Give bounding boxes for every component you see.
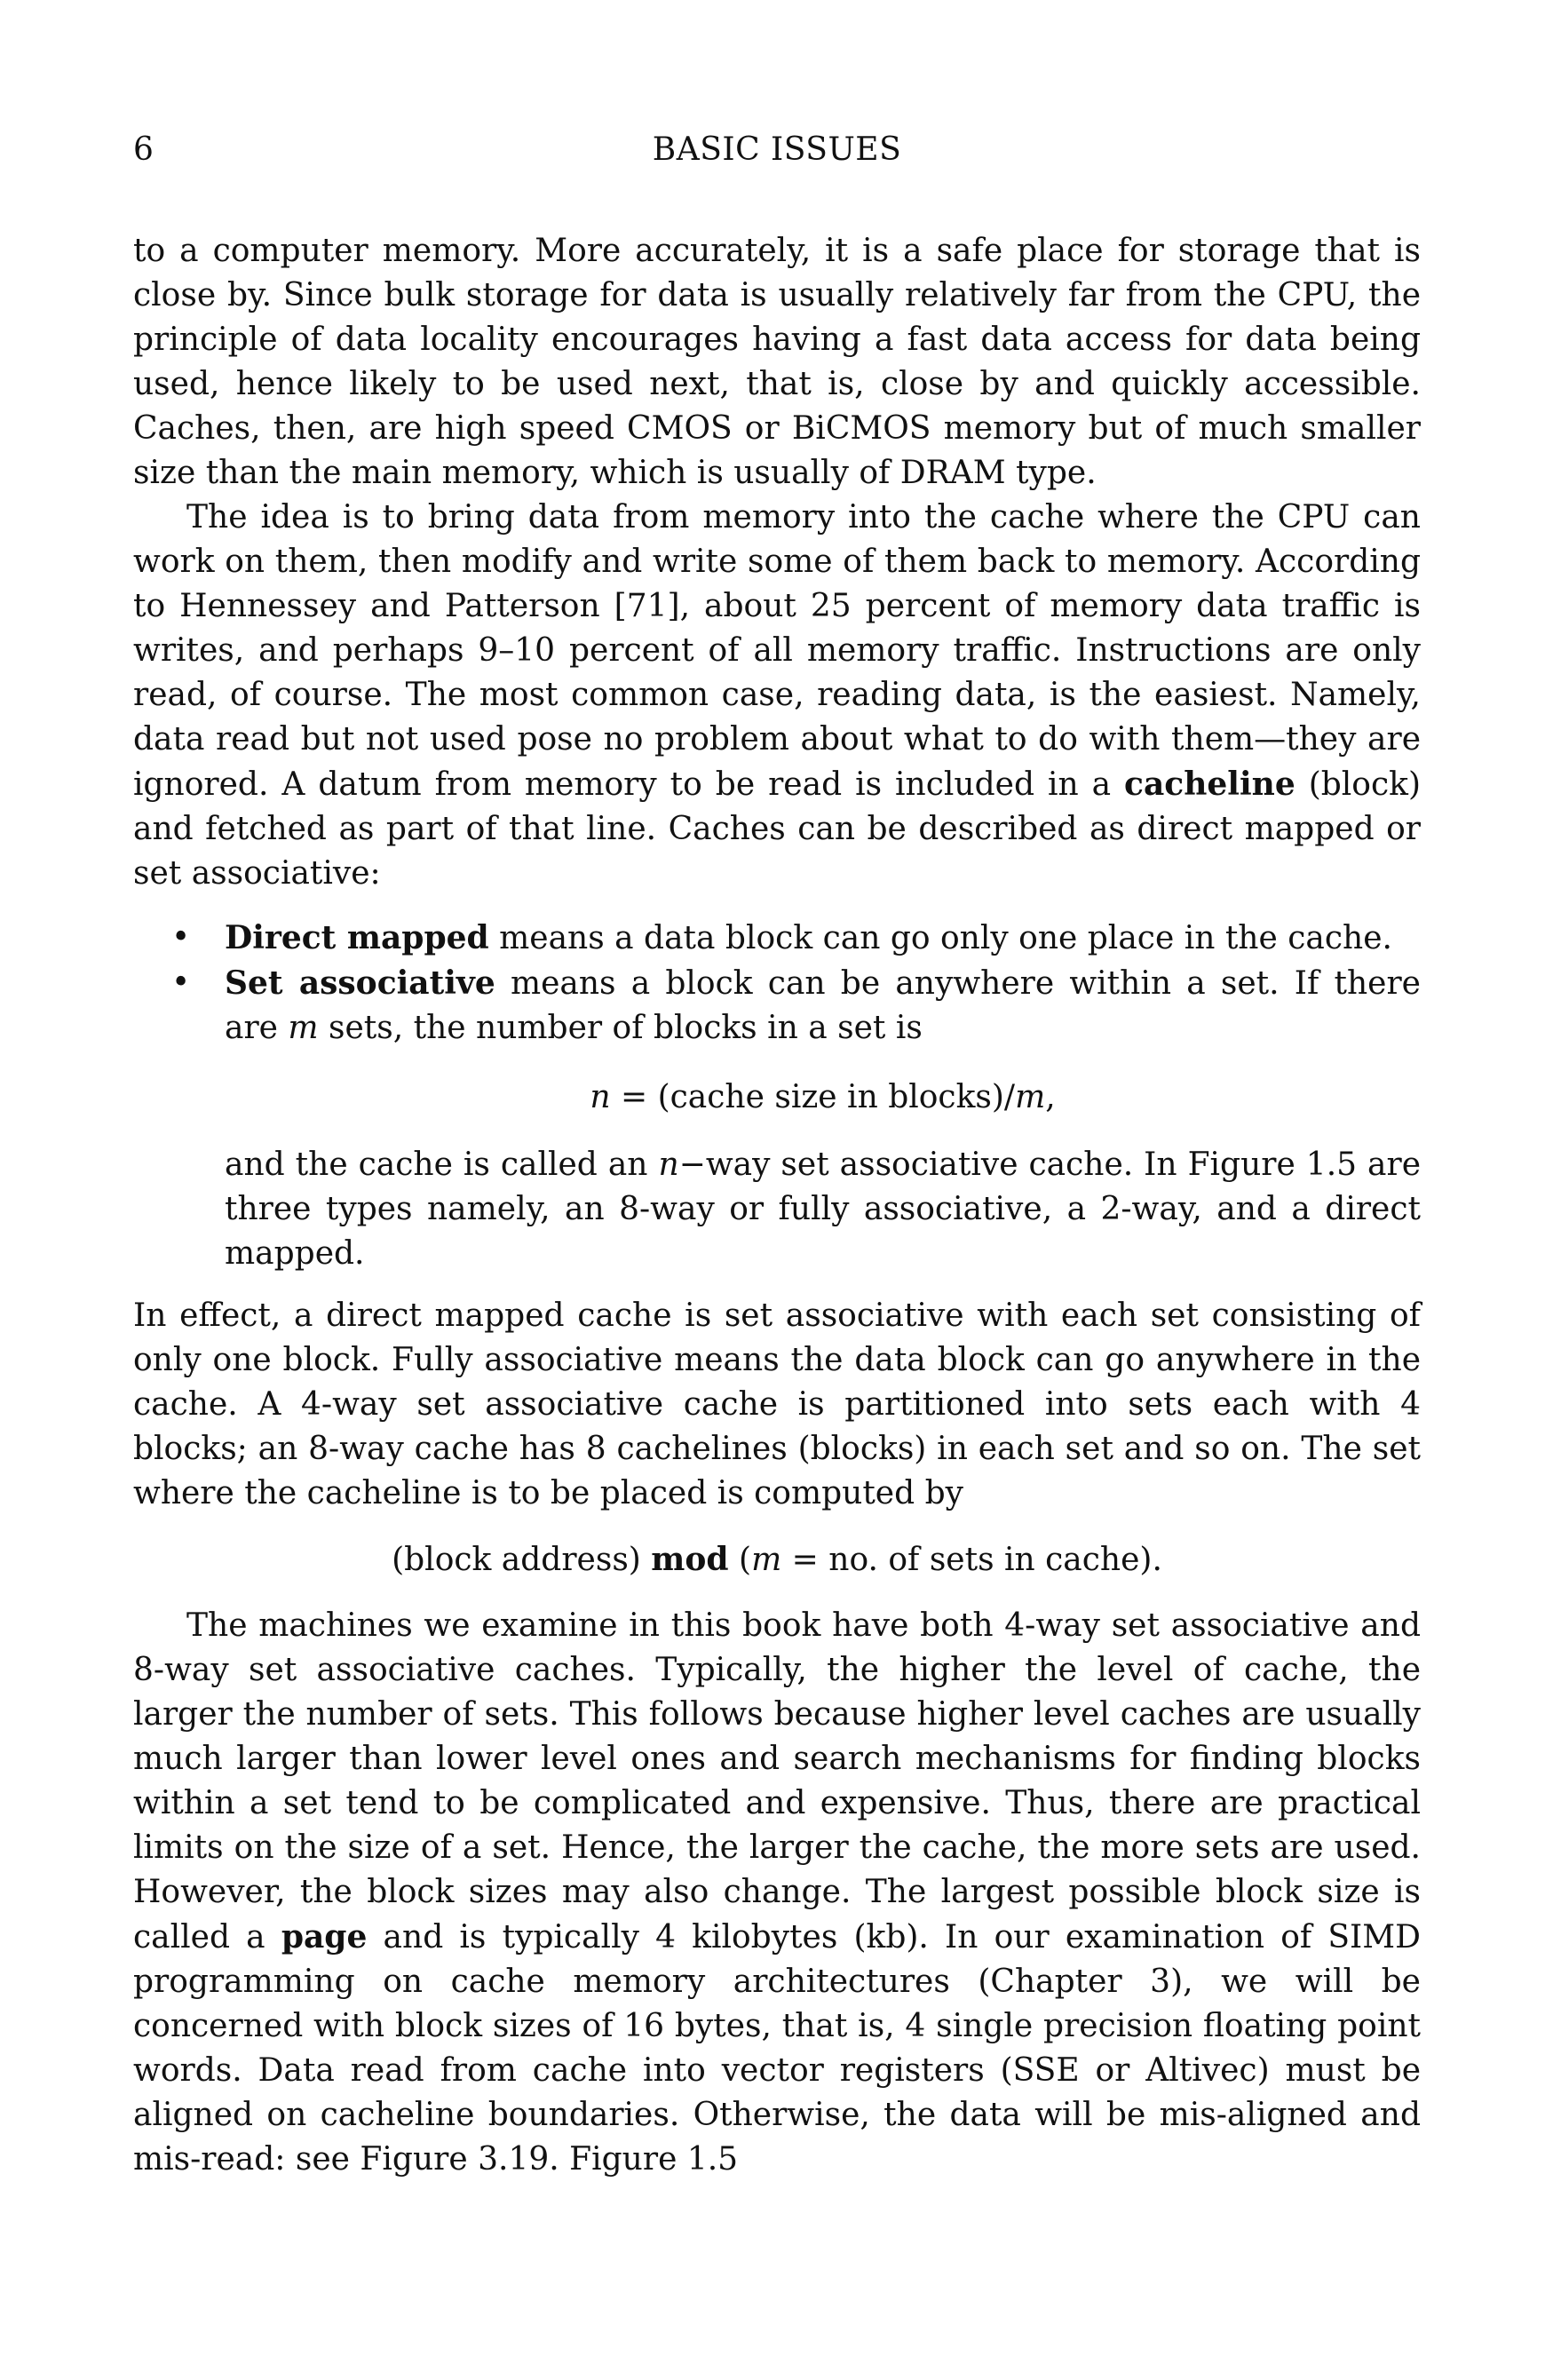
- cache-type-list: [133, 916, 1421, 1276]
- list-item-text: and the cache is called an: [225, 1146, 659, 1183]
- math-var-m: m: [1015, 1079, 1046, 1115]
- paragraph-text: (block) and fetched as part of that line. Caches can be described as direct mapped or set associative:: [133, 766, 1421, 892]
- math-var-m: m: [751, 1542, 782, 1578]
- bullet-icon: •: [171, 919, 191, 956]
- page-number: 6: [133, 131, 154, 168]
- term-cacheline: cacheline: [1124, 766, 1295, 803]
- equation-text: ,: [1045, 1079, 1056, 1115]
- math-var-m: m: [288, 1010, 319, 1046]
- list-item-continuation: [225, 1143, 1421, 1276]
- page-header: [133, 131, 1421, 171]
- list-item-text: −way set associative cache. In Figure 1.5 are three types namely, an 8-way or fully associative, a 2-way, and a direct mapped.: [225, 1146, 1421, 1272]
- page-body: [133, 229, 1421, 2182]
- equation-text: (block address): [392, 1542, 652, 1578]
- term-direct-mapped: Direct mapped: [225, 919, 489, 956]
- math-var-n: n: [658, 1146, 679, 1183]
- equation-text: (: [728, 1542, 752, 1578]
- list-item-direct-mapped: [133, 916, 1421, 961]
- equation-text: = (cache size in blocks)/: [610, 1079, 1016, 1115]
- paragraph-cache-intro: [133, 229, 1421, 496]
- equation-blocks-per-set: [225, 1075, 1421, 1120]
- equation-set-placement: [133, 1537, 1421, 1583]
- list-item-text: means a data block can go only one place in the cache.: [488, 920, 1392, 956]
- paragraph-text: to a computer memory. More accurately, it is a safe place for storage that is close by. Since bulk storage for data is usually relatively far from the CPU, the principle of data locality encourages having a fast data access for data being used, hence likely to be used next, that is, close by and quickly accessible. Caches, then, are high speed CMOS or BiCMOS memory but of much smaller size than the main memory, which is usually of DRAM type.: [133, 233, 1421, 491]
- term-set-associative: Set associative: [225, 964, 495, 1002]
- paragraph-associativity: [133, 1294, 1421, 1516]
- list-item-text: means a block can be anywhere within a set. If there are: [225, 965, 1421, 1046]
- paragraph-machines: [133, 1604, 1421, 2182]
- paragraph-text: and is typically 4 kilobytes (kb). In our examination of SIMD programming on cache memory architectures (Chapter 3), we will be concerned with block sizes of 16 bytes, that is, 4 single precision floating point words. Data read from cache into vector registers (SSE or Altivec) must be aligned on cacheline boundaries. Otherwise, the data will be mis-aligned and mis-read: see Figure 3.19. Figure 1.5: [133, 1919, 1421, 2178]
- equation-text: = no. of sets in cache).: [781, 1542, 1162, 1578]
- running-head: BASIC ISSUES: [652, 131, 902, 168]
- paragraph-text: The machines we examine in this book have both 4-way set associative and 8-way set associative caches. Typically, the higher the level of cache, the larger the number of sets. This follows because higher level caches are usually much larger than lower level ones and search mechanisms for finding blocks within a set tend to be complicated and expensive. Thus, there are practical limits on the size of a set. Hence, the larger the cache, the more sets are used. However, the block sizes may also change. The largest possible block size is called a: [133, 1607, 1421, 1956]
- list-item-text: sets, the number of blocks in a set is: [318, 1010, 923, 1046]
- math-var-n: n: [590, 1079, 611, 1115]
- term-page: page: [281, 1918, 368, 1956]
- paragraph-text: In effect, a direct mapped cache is set associative with each set consisting of only one block. Fully associative means the data block can go anywhere in the cache. A 4-way set associative cache is partitioned into sets each with 4 blocks; an 8-way cache has 8 cachelines (blocks) in each set and so on. The set where the cacheline is to be placed is computed by: [133, 1297, 1421, 1511]
- list-item-set-associative: [133, 961, 1421, 1276]
- paragraph-cache-usage: [133, 496, 1421, 896]
- bullet-icon: •: [171, 964, 191, 1001]
- paragraph-text: The idea is to bring data from memory into the cache where the CPU can work on them, then modify and write some of them back to memory. According to Hennessey and Patterson [71], about 25 percent of memory data traffic is writes, and perhaps 9–10 percent of all memory traffic. Instructions are only read, of course. The most common case, reading data, is the easiest. Namely, data read but not used pose no problem about what to do with them—they are ignored. A datum from memory to be read is included in a: [133, 499, 1421, 803]
- operator-mod: mod: [651, 1541, 729, 1578]
